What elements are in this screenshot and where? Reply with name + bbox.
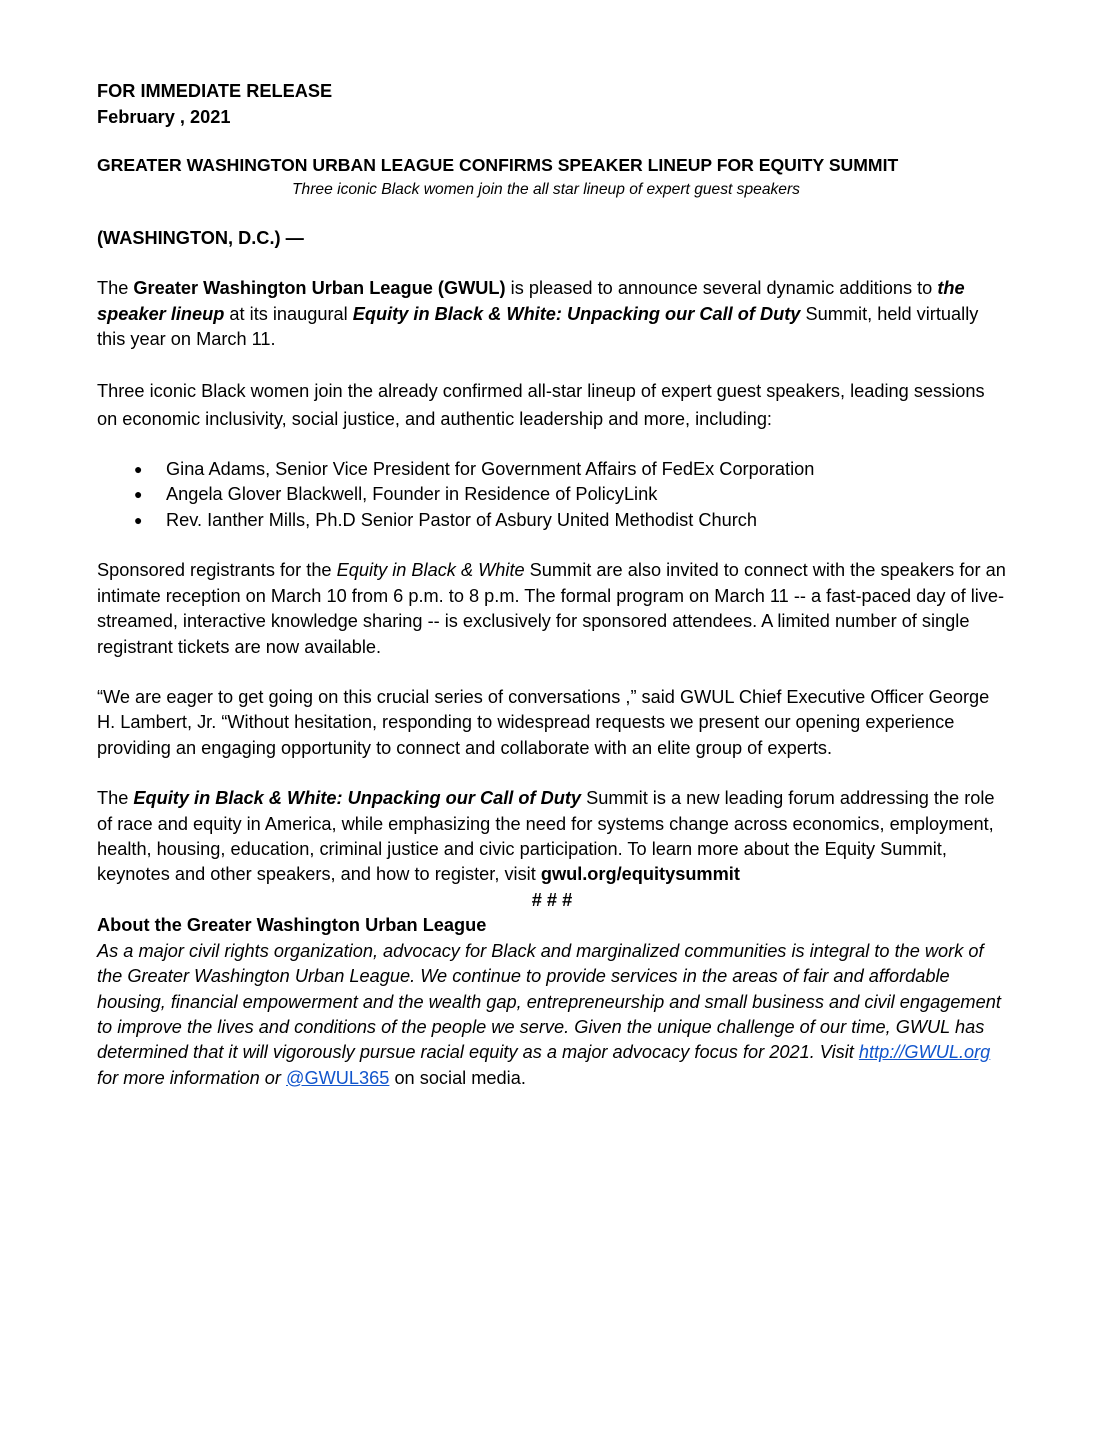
dateline: (WASHINGTON, D.C.) — xyxy=(97,228,304,248)
speaker-entry: Gina Adams, Senior Vice President for Government Affairs of FedEx Corporation xyxy=(166,458,815,479)
paragraph-summit-description xyxy=(97,786,1007,888)
summit-url: gwul.org/equitysummit xyxy=(540,864,740,885)
list-item xyxy=(97,508,1007,534)
list-item xyxy=(97,482,1007,508)
paragraph-quote: “We are eager to get going on this crucial series of conversations ,” said GWUL Chief Executive Officer George H. Lambert, Jr. “Without hesitation, responding to widespread requests we present our opening experience providing an engaging opportunity to connect and collaborate with an elite group of experts. xyxy=(97,687,990,758)
para1-text-1: The xyxy=(97,278,134,299)
subheadline: Three iconic Black women join the all star lineup of expert guest speakers xyxy=(292,181,800,198)
paragraph-speakers-intro: Three iconic Black women join the already confirmed all-star lineup of expert guest speakers, leading sessions on economic inclusivity, social justice, and authentic leadership and more, including: xyxy=(97,380,985,429)
para1-text-4: Summit, held virtually this year on March 11. xyxy=(97,303,979,350)
para1-text-2: is pleased to announce several dynamic additions to xyxy=(505,278,938,299)
about-body xyxy=(97,939,1007,1091)
about-text: As a major civil rights organization, advocacy for Black and marginalized communities is integral to the work of the Greater Washington Urban League. We continue to provide services in the areas of fair and affordable housing, financial empowerment and the wealth gap, entrepreneurship and small business and civil engagement to improve the lives and conditions of the people we serve. Given the unique challenge of our time, GWUL has determined that it will vigorously pursue racial equity as a major advocacy focus for 2021. Visit xyxy=(97,940,1001,1063)
speaker-list xyxy=(97,457,1007,534)
press-release-page xyxy=(97,78,1007,1091)
about-text-tail: on social media. xyxy=(389,1067,526,1088)
social-handle-link[interactable]: @GWUL365 xyxy=(286,1067,390,1088)
summit-title: Equity in Black & White: Unpacking our Call of Duty xyxy=(352,303,801,324)
summit-short-title: Equity in Black & White xyxy=(336,560,525,581)
speaker-entry: Rev. Ianther Mills, Ph.D Senior Pastor of Asbury United Methodist Church xyxy=(166,509,758,530)
about-title: About the Greater Washington Urban League xyxy=(97,915,487,936)
para1-text-3: at its inaugural xyxy=(224,303,353,324)
release-header xyxy=(97,78,1007,130)
about-text-mid: for more information or xyxy=(97,1067,287,1088)
website-link[interactable]: http://GWUL.org xyxy=(858,1042,991,1063)
section-break: # # # xyxy=(531,889,573,910)
speaker-entry: Angela Glover Blackwell, Founder in Residence of PolicyLink xyxy=(166,484,658,505)
bullet-icon: ● xyxy=(134,486,143,503)
para3-text-2: Summit are also invited to connect with the speakers for an intimate reception on March 10 from 6 p.m. to 8 p.m. The formal program on March 11 -- a fast-paced day of live-streamed, interactive knowledge sharing -- is exclusively for sponsored attendees. A limited number of single registrant tickets are now available. xyxy=(97,560,1006,657)
paragraph-reception xyxy=(97,558,1007,660)
release-date: February , 2021 xyxy=(97,107,231,127)
headline: GREATER WASHINGTON URBAN LEAGUE CONFIRMS SPEAKER LINEUP FOR EQUITY SUMMIT xyxy=(97,155,899,175)
summit-title: Equity in Black & White: Unpacking our Call of Duty xyxy=(133,788,582,809)
list-item xyxy=(97,457,1007,483)
para5-text-1: The xyxy=(97,788,134,809)
paragraph-announcement xyxy=(97,276,1007,352)
release-label: FOR IMMEDIATE RELEASE xyxy=(97,81,333,101)
organization-name: Greater Washington Urban League (GWUL) xyxy=(133,278,506,299)
bullet-icon: ● xyxy=(134,460,143,477)
para3-text-1: Sponsored registrants for the xyxy=(97,560,337,581)
speaker-lineup-phrase: the speaker lineup xyxy=(97,278,965,324)
bullet-icon: ● xyxy=(134,511,143,528)
para5-text-2: Summit is a new leading forum addressing the role of race and equity in America, while emphasizing the need for systems change across economics, employment, health, housing, education, criminal justice and civic participation. To learn more about the Equity Summit, keynotes and other speakers, and how to register, visit xyxy=(97,788,995,885)
